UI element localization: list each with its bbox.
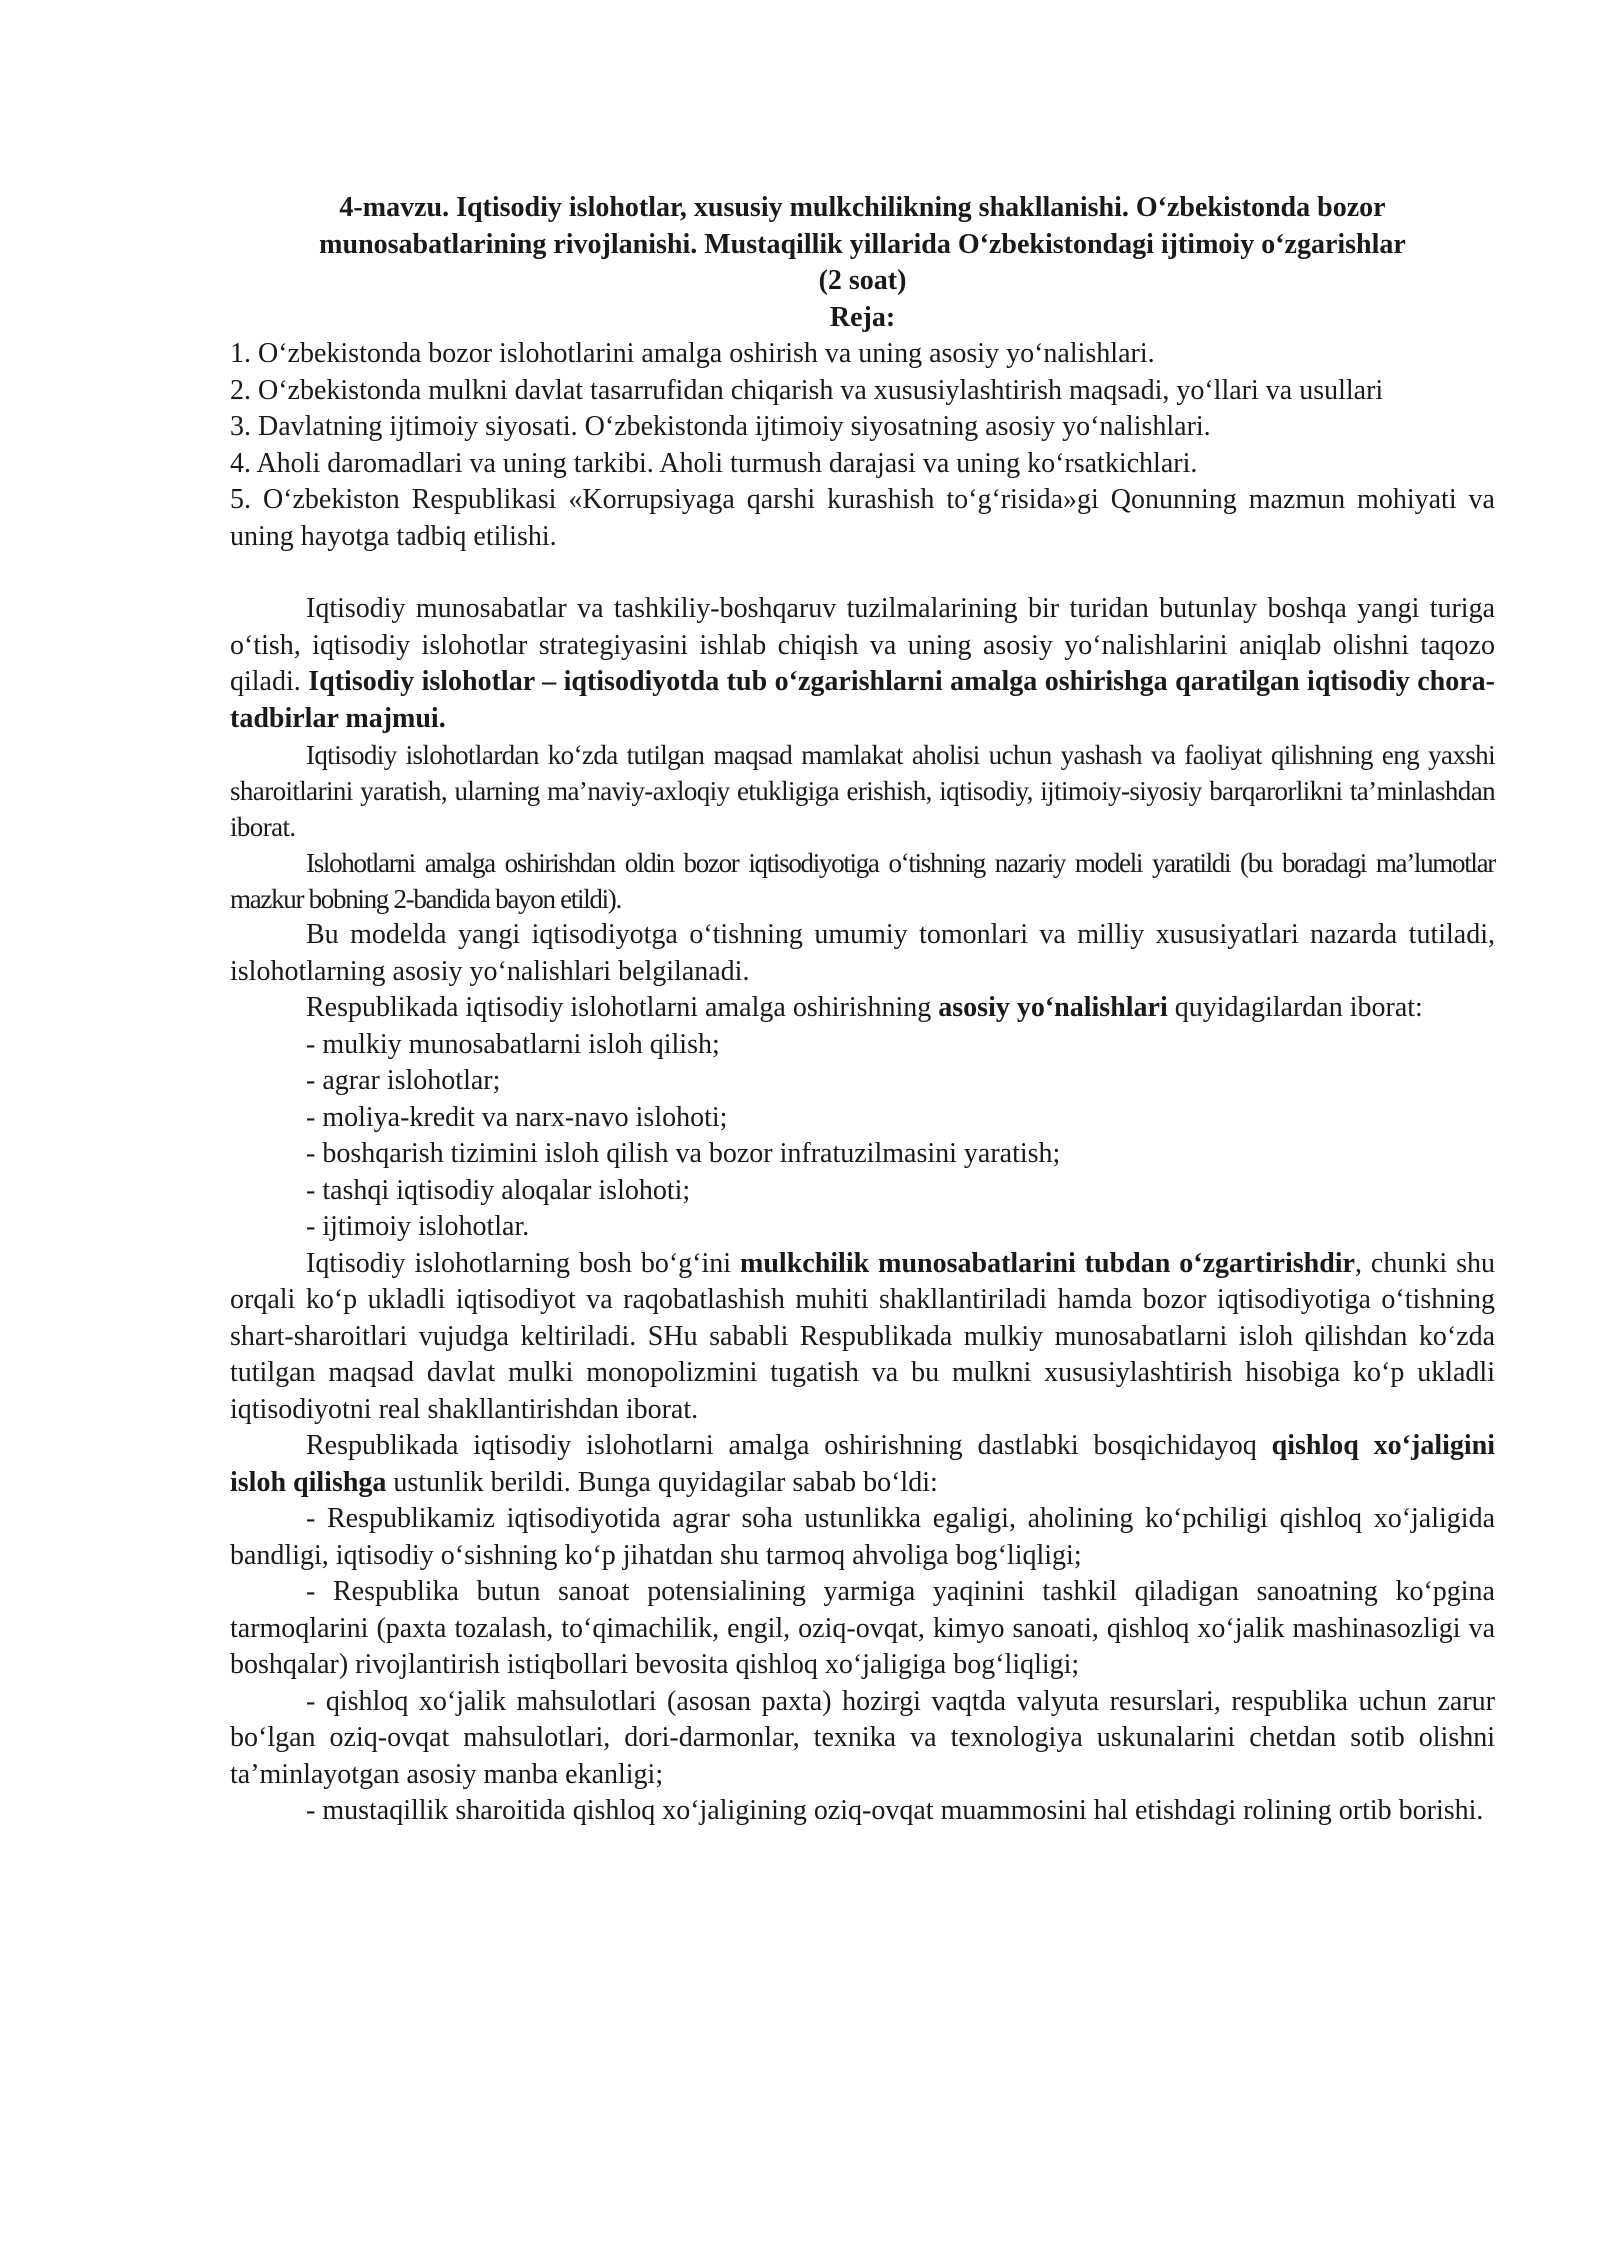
- title-line-1: 4-mavzu. Iqtisodiy islohotlar, xususiy mulkchilikning shakllanishi. O‘zbekistonda bozor: [339, 192, 1386, 223]
- document-page: [230, 190, 1495, 1830]
- paragraph-1-definition: Iqtisodiy islohotlar – iqtisodiyotda tub o‘zgarishlarni amalga oshirishga qaratilgan iqtisodiy chora-tadbirlar majmui.: [230, 666, 1496, 734]
- title-line-3: (2 soat): [818, 265, 907, 296]
- plan-item-5: 5. O‘zbekiston Respublikasi «Korrupsiyaga qarshi kurashish to‘g‘risida»gi Qonunning mazmun mohiyati va uning hayotga tadbiq etilishi.: [230, 484, 1495, 552]
- direction-item-4: - boshqarish tizimini isloh qilish va bozor infratuzilmasini yaratish;: [306, 1138, 1061, 1169]
- paragraph-4: Bu modelda yangi iqtisodiyotga o‘tishning umumiy tomonlari va milliy xususiyatlari nazarda tutiladi, islohotlarning asosiy yo‘nalishlari belgilanadi.: [230, 919, 1495, 987]
- directions-list: [230, 1027, 1495, 1246]
- reason-2: - Respublika butun sanoat potensialining yarmiga yaqinini tashkil qiladigan sanoatning ko‘pgina tarmoqlarini (paxta tozalash, to‘qimachilik, engil, oziq-ovqat, kimyo sanoati, qishloq xo‘jalik mashinasozligi va boshqalar) rivojlantirish istiqbollari bevosita qishloq xo‘jaligiga bog‘liqligi;: [230, 1576, 1495, 1680]
- paragraph-7-bold: qishloq xo‘jaligini isloh qilishga: [230, 1430, 1496, 1498]
- paragraph-7-text-c: ustunlik berildi. Bunga quyidagilar sabab bo‘ldi:: [386, 1466, 938, 1498]
- reason-4: - mustaqillik sharoitida qishloq xo‘jaligining oziq-ovqat muammosini hal etishdagi rolining ortib borishi.: [306, 1795, 1484, 1826]
- paragraph-7-text-a: Respublikada iqtisodiy islohotlarni amalga oshirishning dastlabki bosqichidayoq: [306, 1430, 1272, 1461]
- paragraph-7: [230, 1428, 1495, 1501]
- spacer: [230, 555, 1495, 591]
- paragraph-2: Iqtisodiy islohotlardan ko‘zda tutilgan maqsad mamlakat aholisi uchun yashash va faoliyat qilishning eng yaxshi sharoitlarini yaratish, ularning ma’naviy-axloqiy etukligiga erishish, iqtisodiy, ijtimoiy-siyosiy barqarorlikni ta’minlashdan iborat.: [230, 740, 1495, 842]
- paragraph-6-bold: mulkchilik munosabatlarini tubdan o‘zgartirishdir: [740, 1247, 1355, 1279]
- document-title: [230, 190, 1495, 336]
- paragraph-3: Islohotlarni amalga oshirishdan oldin bozor iqtisodiyotiga o‘tishning nazariy modeli yaratildi (bu boradagi ma’lumotlar mazkur bobning 2-bandida bayon etildi).: [230, 848, 1495, 914]
- paragraph-1: [230, 591, 1495, 737]
- title-line-2: munosabatlarining rivojlanishi. Mustaqillik yillarida O‘zbekistondagi ijtimoiy o‘zgarishlar: [319, 228, 1406, 260]
- paragraph-6-text-a: Iqtisodiy islohotlarning bosh bo‘g‘ini: [306, 1247, 741, 1279]
- paragraph-5-text-c: quyidagilardan iborat:: [1167, 992, 1423, 1023]
- paragraph-5: [230, 990, 1495, 1027]
- plan-item-4: 4. Aholi daromadlari va uning tarkibi. Aholi turmush darajasi va uning ko‘rsatkichlari.: [230, 447, 1198, 479]
- paragraph-6: [230, 1246, 1495, 1429]
- plan-item-1: 1. O‘zbekistonda bozor islohotlarini amalga oshirish va uning asosiy yo‘nalishlari.: [230, 338, 1155, 369]
- plan-heading: Reja:: [829, 301, 896, 333]
- paragraph-5-bold: asosiy yo‘nalishlari: [938, 992, 1168, 1023]
- direction-item-5: - tashqi iqtisodiy aloqalar islohoti;: [306, 1174, 691, 1206]
- direction-item-6: - ijtimoiy islohotlar.: [306, 1211, 530, 1242]
- paragraph-6-text-c: , chunki shu orqali ko‘p ukladli iqtisodiyot va raqobatlashish muhiti shakllantiriladi hamda bozor iqtisodiyotiga o‘tishning shart-sharoitlari vujudga keltiriladi. SHu sababli Respublikada mulkiy munosabatlarni isloh qilishdan ko‘zda tutilgan maqsad davlat mulki monopolizmini tugatish va bu mulkni xususiylashtirish hisobiga ko‘p ukladli iqtisodiyotni real shakllantirishdan iborat.: [230, 1247, 1495, 1425]
- reason-3: - qishloq xo‘jalik mahsulotlari (asosan paxta) hozirgi vaqtda valyuta resurslari, respublika uchun zarur bo‘lgan oziq-ovqat mahsulotlari, dori-darmonlar, texnika va texnologiya uskunalarini chetdan sotib olishni ta’minlayotgan asosiy manba ekanligi;: [230, 1685, 1495, 1790]
- plan-item-3: 3. Davlatning ijtimoiy siyosati. O‘zbekistonda ijtimoiy siyosatning asosiy yo‘nalishlari.: [230, 411, 1211, 442]
- direction-item-3: - moliya-kredit va narx-navo islohoti;: [306, 1101, 728, 1133]
- paragraph-5-text-a: Respublikada iqtisodiy islohotlarni amalga oshirishning: [306, 992, 939, 1023]
- plan-item-2: 2. O‘zbekistonda mulkni davlat tasarrufidan chiqarish va xususiylashtirish maqsadi, yo‘llari va usullari: [230, 374, 1384, 406]
- reason-1: - Respublikamiz iqtisodiyotida agrar soha ustunlikka egaligi, aholining ko‘pchiligi qishloq xo‘jaligida bandligi, iqtisodiy o‘sishning ko‘p jihatdan shu tarmoq ahvoliga bog‘liqligi;: [230, 1503, 1495, 1571]
- plan-list: [230, 336, 1495, 555]
- direction-item-2: - agrar islohotlar;: [306, 1065, 501, 1096]
- paragraph-1-text: Iqtisodiy munosabatlar va tashkiliy-boshqaruv tuzilmalarining bir turidan butunlay boshqa yangi turiga o‘tish, iqtisodiy islohotlar strategiyasini ishlab chiqish va uning asosiy yo‘nalishlarini aniqlab olishni taqozo qiladi.: [230, 593, 1495, 697]
- direction-item-1: - mulkiy munosabatlarni isloh qilish;: [306, 1028, 720, 1060]
